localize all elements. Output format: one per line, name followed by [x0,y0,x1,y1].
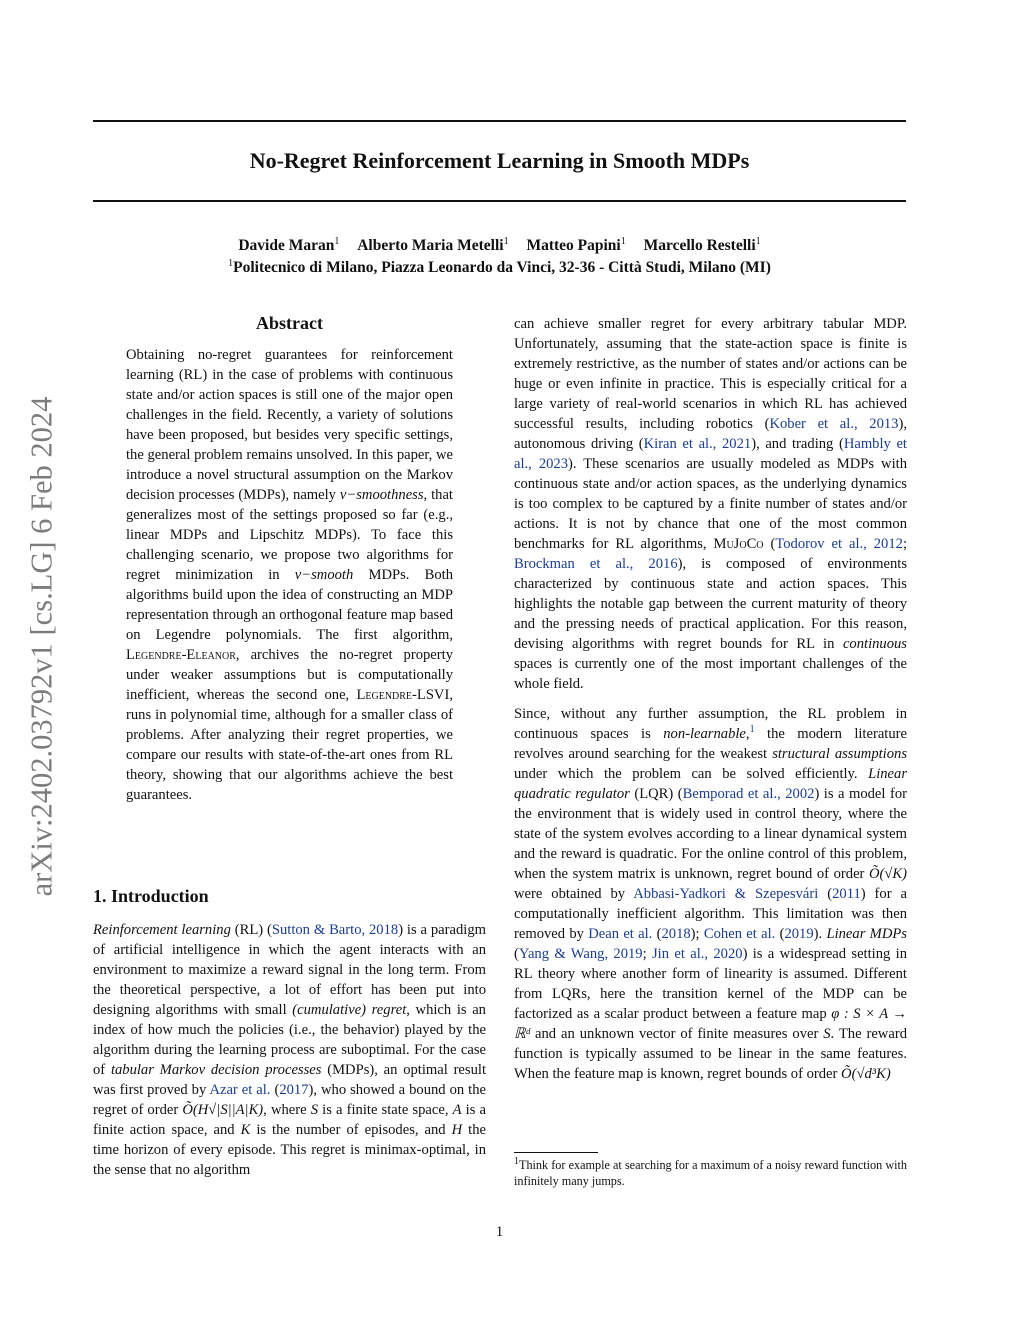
paragraph: can achieve smaller regret for every arbitrary tabular MDP. Unfortunately, assuming that the state-action space is finite is extremely restrictive, as the number of states and/or actions can be huge or even infinite in practice. This is especially critical for a large variety of real-world scenarios in which RL has achieved successful results, including robotics (Kober et al., 2013), autonomous driving (Kiran et al., 2021), and trading (Hambly et al., 2023). These scenarios are usually modeled as MDPs with continuous state and/or action spaces, as the underlying dynamics is too complex to be captured by a finite number of states and/or actions. It is not by chance that one of the most common benchmarks for RL algorithms, MuJoCo (Todorov et al., 2012; Brockman et al., 2016), is composed of environments characterized by continuous state and action spaces. This highlights the notable gap between the current maturity of theory and the pressing needs of practical application. For this reason, devising algorithms with regret bounds for RL in continuous spaces is currently one of the most important challenges of the whole field. [514,316,908,692]
author: Davide Maran$^1$ [238,235,340,254]
citation-link[interactable]: Hambly et al., 2023 [514,436,907,472]
citation-link[interactable]: 2011 [832,886,861,902]
citation-link[interactable]: 2017 [279,1082,309,1098]
citation-link[interactable]: Sutton & Barto, 2018 [271,922,399,938]
citation-link[interactable]: Kiran et al., 2021 [643,436,752,452]
citation-link[interactable]: Bemporad et al., 2002 [682,786,815,802]
page-number: 1 [495,1224,504,1240]
author-list [93,236,906,256]
math-regret-bound: Õ(H√|S||A|K) [182,1102,264,1118]
math-feature-map: φ : S × A → ℝᵈ [514,1006,907,1042]
abstract-text: Obtaining no-regret guarantees for reinforcement learning (RL) in the case of problems with continuous state and/or action spaces is still one of the major open challenges in the field. Recently, a variety of solutions have been proposed, but besides very specific settings, the general problem remains unsolved. In this paper, we introduce a novel structural assumption on the Markov decision processes (MDPs), namely ν−smoothness, that generalizes most of the settings proposed so far (e.g., linear MDPs and Lipschitz MDPs). To face this challenging scenario, we propose two algorithms for regret minimization in ν−smooth MDPs. Both algorithms build upon the idea of constructing an MDP representation through an orthogonal feature map based on Legendre polynomials. The first algorithm, Legendre-Eleanor, archives the no-regret property under weaker assumptions but is computationally inefficient, whereas the second one, Legendre-LSVI, runs in polynomial time, although for a smaller class of problems. After analyzing their regret properties, we compare our results with state-of-the-art ones from RL theory, showing that our algorithms achieve the best guarantees. [126,347,454,803]
arxiv-identifier [20,360,64,932]
author: Matteo Papini$^1$ [526,235,626,254]
footnote-marker[interactable]: 1 [749,724,755,736]
citation-link[interactable]: Todorov et al., 2012 [775,536,903,552]
title-rule-top [93,120,906,122]
citation-link[interactable]: Azar et al. [209,1082,271,1098]
citation-link[interactable]: Cohen et al. [703,926,776,942]
math-regret-bound: Õ(√d³K) [841,1066,891,1082]
citation-link[interactable]: Abbasi-Yadkori & Szepesvári [633,886,819,902]
citation-link[interactable]: Jin et al., 2020 [652,946,743,962]
abstract-heading: Abstract [256,313,323,333]
paper-title: No-Regret Reinforcement Learning in Smooth MDPs [249,148,750,173]
citation-link[interactable]: 2019 [784,926,814,942]
math-regret-bound: Õ(√K) [868,866,907,882]
section-heading-introduction: 1. Introduction [93,886,209,906]
footnote: $^1$Think for example at searching for a maximum of a noisy reward function with infinitely many jumps. [514,1155,907,1188]
citation-link[interactable]: Kober et al., 2013 [769,416,899,432]
title-rule-bottom [93,200,906,202]
citation-link[interactable]: 2018 [661,926,691,942]
citation-link[interactable]: Yang & Wang, 2019 [518,946,643,962]
intro-paragraph: Reinforcement learning (RL) (Sutton & Barto, 2018) is a paradigm of artificial intelligence in which the agent interacts with an environment to maximize a reward signal in the long term. From the theoretical perspective, a lot of effort has been put into designing algorithms with small (cumulative) regret, which is an index of how much the policies (i.e., the behavior) played by the algorithm during the learning process are suboptimal. For the case of tabular Markov decision processes (MDPs), an optimal result was first proved by Azar et al. (2017), who showed a bound on the regret of order Õ(H√|S||A|K), where S is a finite state space, A is a finite action space, and K is the number of episodes, and H the time horizon of every episode. This regret is minimax-optimal, in the sense that no algorithm [93,922,486,1178]
author: Alberto Maria Metelli$^1$ [357,235,509,254]
paragraph: Since, without any further assumption, the RL problem in continuous spaces is non-learnable,$^1$ the modern literature revolves around searching for the weakest structural assumptions under which the problem can be solved efficiently. Linear quadratic regulator (LQR) (Bemporad et al., 2002) is a model for the environment that is widely used in control theory, where the state of the system evolves according to a linear dynamical system and the reward is quadratic. For the online control of this problem, when the system matrix is unknown, regret bound of order Õ(√K) were obtained by Abbasi-Yadkori & Szepesvári (2011) for a computationally inefficient algorithm. This limitation was then removed by Dean et al. (2018); Cohen et al. (2019). Linear MDPs (Yang & Wang, 2019; Jin et al., 2020) is a widespread setting in RL theory where another form of linearity is assumed. Different from LQRs, here the transition kernel of the MDP can be factorized as a scalar product between a feature map φ : S × A → ℝᵈ and an unknown vector of finite measures over S. The reward function is typically assumed to be linear in the same features. When the feature map is known, regret bounds of order Õ(√d³K) [514,706,908,1082]
citation-link[interactable]: Dean et al. [588,926,653,942]
author: Marcello Restelli$^1$ [643,235,761,254]
citation-link[interactable]: Brockman et al., 2016 [514,556,678,572]
affiliation: $^1$Politecnico di Milano, Piazza Leonardo da Vinci, 32-36 - Città Studi, Milano (MI) [228,257,771,276]
right-column [514,314,907,1094]
arxiv-id-text: arXiv:2402.03792v1 [cs.LG] 6 Feb 2024 [24,396,59,896]
footnote-rule [514,1152,598,1153]
